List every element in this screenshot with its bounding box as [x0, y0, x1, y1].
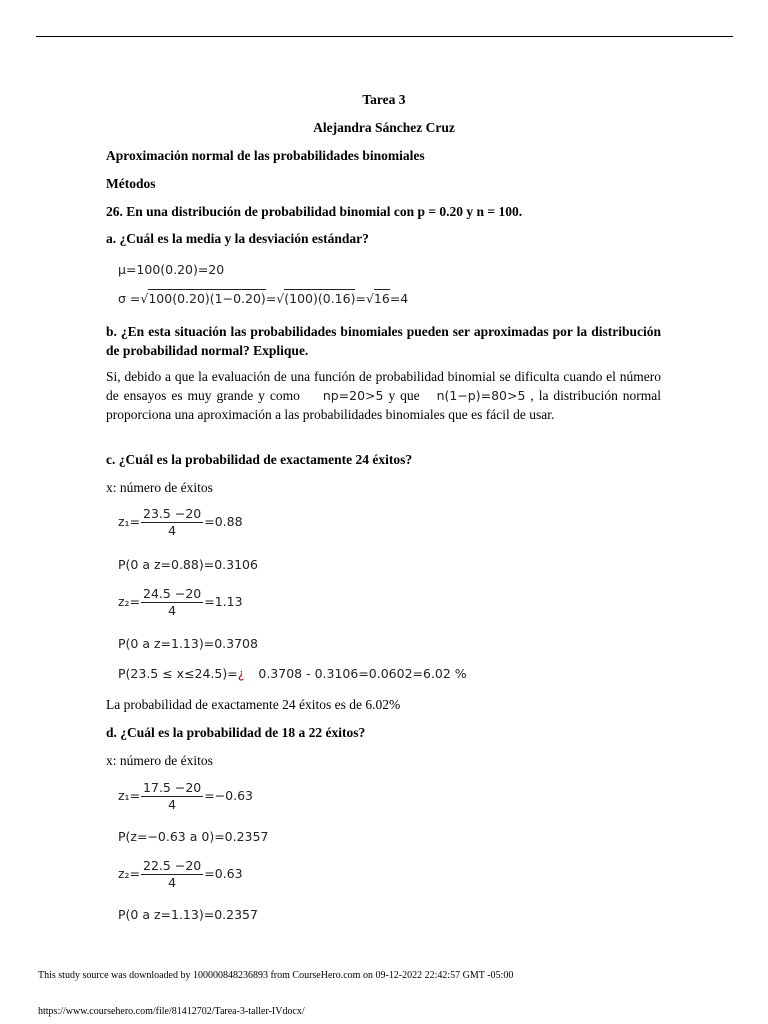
doc-title: Tarea 3: [362, 92, 406, 107]
doc-author: Alejandra Sánchez Cruz: [313, 120, 455, 135]
result-c: La probabilidad de exactamente 24 éxitos es de 6.02%: [106, 697, 401, 712]
p1-formula-d: P(z=−0.63 a 0)=0.2357: [118, 829, 269, 844]
z1-formula-c: z₁= $\frac{23.5 -20}{4}$ =0.88: [118, 506, 243, 538]
answer-b: Si, debido a que la evaluación de una función de probabilidad binomial se dificulta cuando el número de ensayos es muy grande y como np=20>5 y que n(1−p)=80>5 , la distribución normal proporciona una aproximación a las probabilidades binomiales que es fácil de usar.: [106, 369, 662, 422]
p2-formula-c: P(0 a z=1.13)=0.3708: [118, 636, 258, 651]
question-c: c. ¿Cuál es la probabilidad de exactamente 24 éxitos?: [106, 452, 413, 467]
x-definition-d: x: número de éxitos: [106, 753, 213, 768]
p2-formula-d: P(0 a z=1.13)=0.2357: [118, 907, 258, 922]
question-d: d. ¿Cuál es la probabilidad de 18 a 22 éxitos?: [106, 725, 366, 740]
methods-heading: Métodos: [106, 176, 156, 191]
source-url[interactable]: https://www.coursehero.com/file/81412702/Tarea-3-taller-IVdocx/: [38, 1006, 305, 1017]
mean-formula: μ=100(0.20)=20: [118, 262, 225, 277]
question-b: b. ¿En esta situación las probabilidades binomiales pueden ser aproximadas por la distribución de probabilidad normal? Explique.: [106, 324, 661, 358]
z2-formula-d: z₂= $\frac{22.5 -20}{4}$ =0.63: [118, 858, 243, 890]
source-notice: This study source was downloaded by 100000848236893 from CourseHero.com on 09-12-2022 22:42:57 GMT -05:00: [38, 970, 514, 981]
z1-formula-d: z₁= $\frac{17.5 -20}{4}$ =−0.63: [118, 780, 254, 812]
top-rule: [36, 36, 733, 37]
topic-heading: Aproximación normal de las probabilidades binomiales: [106, 148, 425, 163]
std-dev-formula: σ =√100(0.20)(1−0.20)=√(100)(0.16)=√16=4: [118, 291, 409, 306]
question-a: a. ¿Cuál es la media y la desviación estándar?: [106, 231, 369, 246]
x-definition-c: x: número de éxitos: [106, 480, 213, 495]
z2-formula-c: z₂= $\frac{24.5 -20}{4}$ =1.13: [118, 586, 243, 618]
problem-statement: 26. En una distribución de probabilidad binomial con p = 0.20 y n = 100.: [106, 204, 523, 219]
p3-formula-c: P(23.5 ≤ x≤24.5)=¿ 0.3708 - 0.3106=0.0602=6.02 %: [118, 666, 467, 681]
p1-formula-c: P(0 a z=0.88)=0.3106: [118, 557, 258, 572]
